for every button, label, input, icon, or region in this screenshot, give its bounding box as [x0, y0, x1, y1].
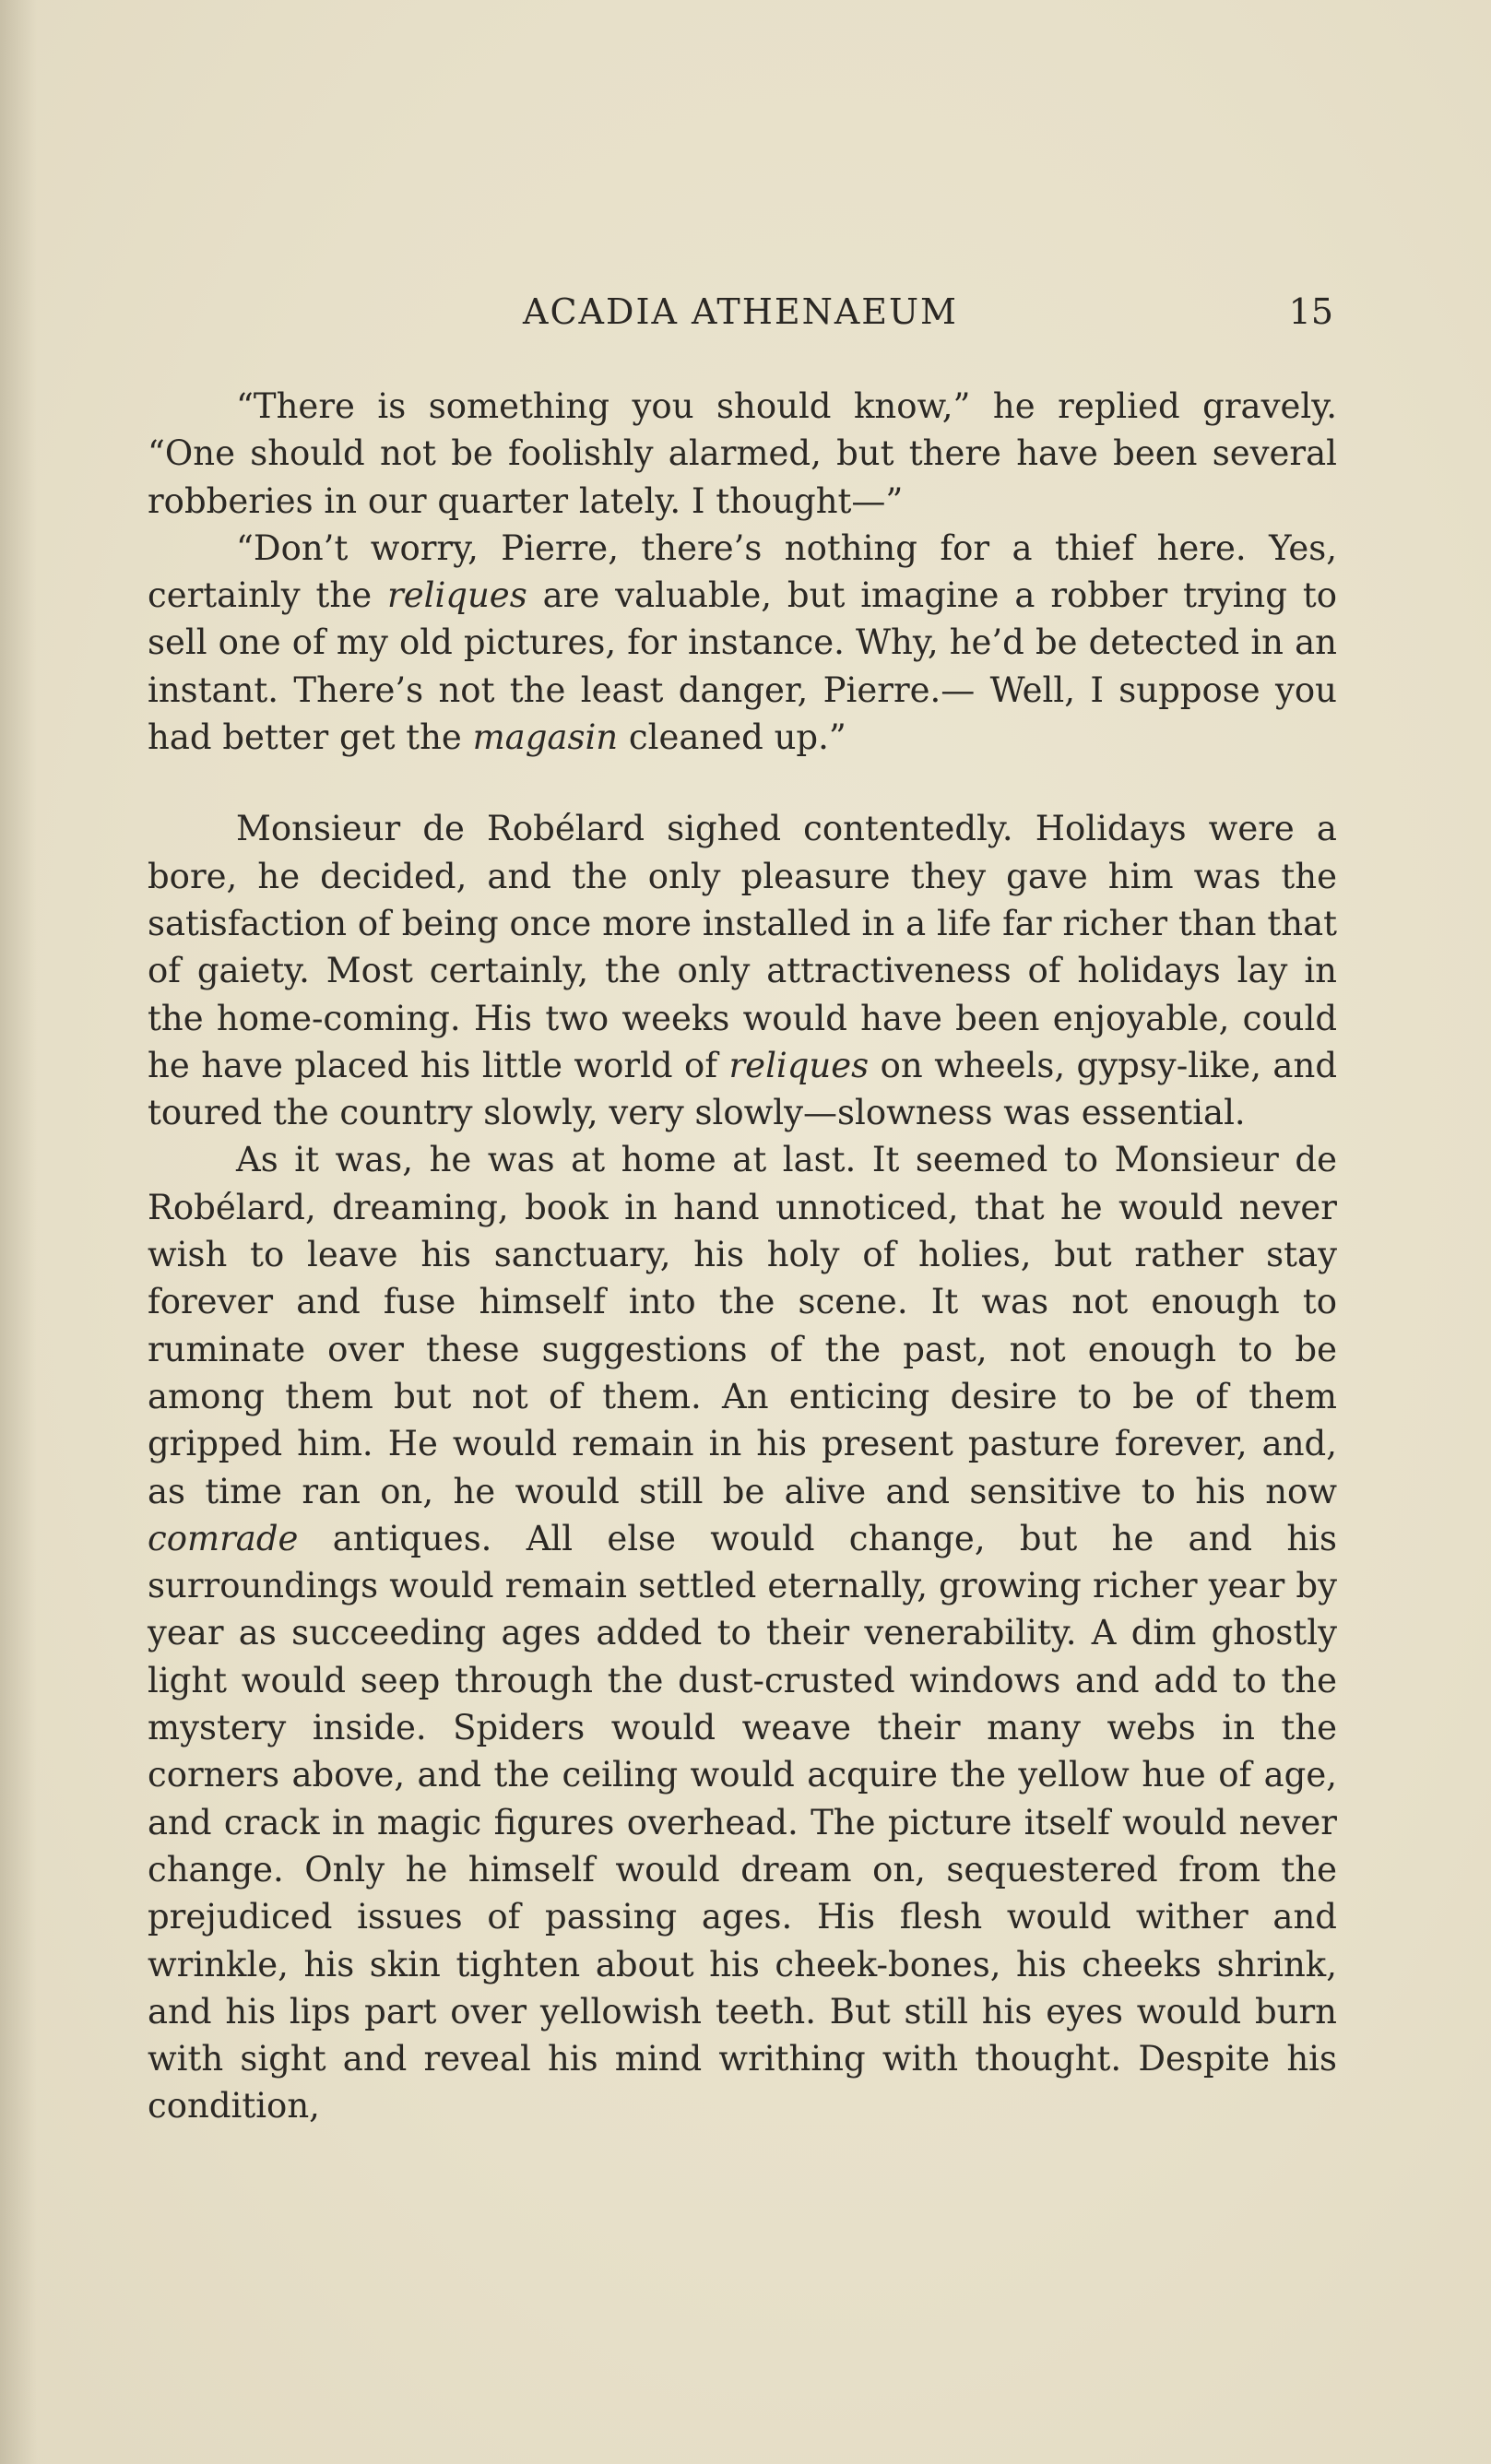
paragraph: [148, 805, 1337, 1136]
text-run: on wheels, gypsy-like, and toured the country slowly, very slowly—slowness was essential.: [148, 1045, 1338, 1133]
text-run: “Don’t worry, Pierre, there’s nothing for a thief here. Yes, certainly the: [148, 527, 1337, 616]
paragraph: [148, 525, 1337, 761]
italic-word: comrade: [148, 1518, 299, 1558]
italic-word: reliques: [728, 1045, 870, 1085]
running-head: ACADIA ATHENAEUM: [523, 291, 958, 332]
gutter-shadow: [0, 0, 37, 2464]
page-header: [148, 284, 1333, 339]
italic-word: magasin: [472, 717, 619, 758]
page-number: 15: [1288, 291, 1333, 332]
italic-word: reliques: [387, 575, 527, 616]
paragraph: [148, 383, 1337, 525]
text-run: “There is something you should know,” he replied gravely. “One should not be foolishly alarmed, but there have been several robberies in our quarter lately. I thought—”: [148, 386, 1337, 521]
text-run: are valuable, but imagine a robber trying to sell one of my old pictures, for instance. Why, he’d be detected in an instant. There’s not the least danger, Pierre.— Well, I suppose you had better get the: [148, 575, 1338, 758]
text-run: antiques. All else would change, but he and his surroundings would remain settled eternally, growing richer year by year as succeeding ages added to their venerability. A dim ghostly light would seep through the dust-crusted windows and add to the mystery inside. Spiders would weave their many webs in the corners above, and the ceiling would acquire the yellow hue of age, and crack in magic figures overhead. The picture itself would never change. Only he himself would dream on, sequestered from the prejudiced issues of passing ages. His flesh would wither and wrinkle, his skin tighten about his cheek-bones, his cheeks shrink, and his lips part over yellowish teeth. But still his eyes would burn with sight and reveal his mind writhing with thought. Despite his condition,: [148, 1518, 1337, 2126]
text-run: Monsieur de Robélard sighed contentedly. Holidays were a bore, he decided, and the only pleasure they gave him was the satisfaction of being once more installed in a life far richer than that of gaiety. Most certainly, the only attractiveness of holidays lay in the home-coming. His two weeks would have been enjoyable, could he have placed his little world of: [148, 809, 1337, 1085]
text-run: cleaned up.”: [618, 717, 846, 758]
body-text: [148, 383, 1337, 2130]
paragraph: [148, 1136, 1337, 2129]
text-run: As it was, he was at home at last. It seemed to Monsieur de Robélard, dreaming, book in hand unnoticed, that he would never wish to leave his sanctuary, his holy of holies, but rather stay forever and fuse himself into the scene. It was not enough to ruminate over these suggestions of the past, not enough to be among them but not of them. An enticing desire to be of them gripped him. He would remain in his present pasture forever, and, as time ran on, he would still be alive and sensitive to his now: [148, 1140, 1337, 1511]
